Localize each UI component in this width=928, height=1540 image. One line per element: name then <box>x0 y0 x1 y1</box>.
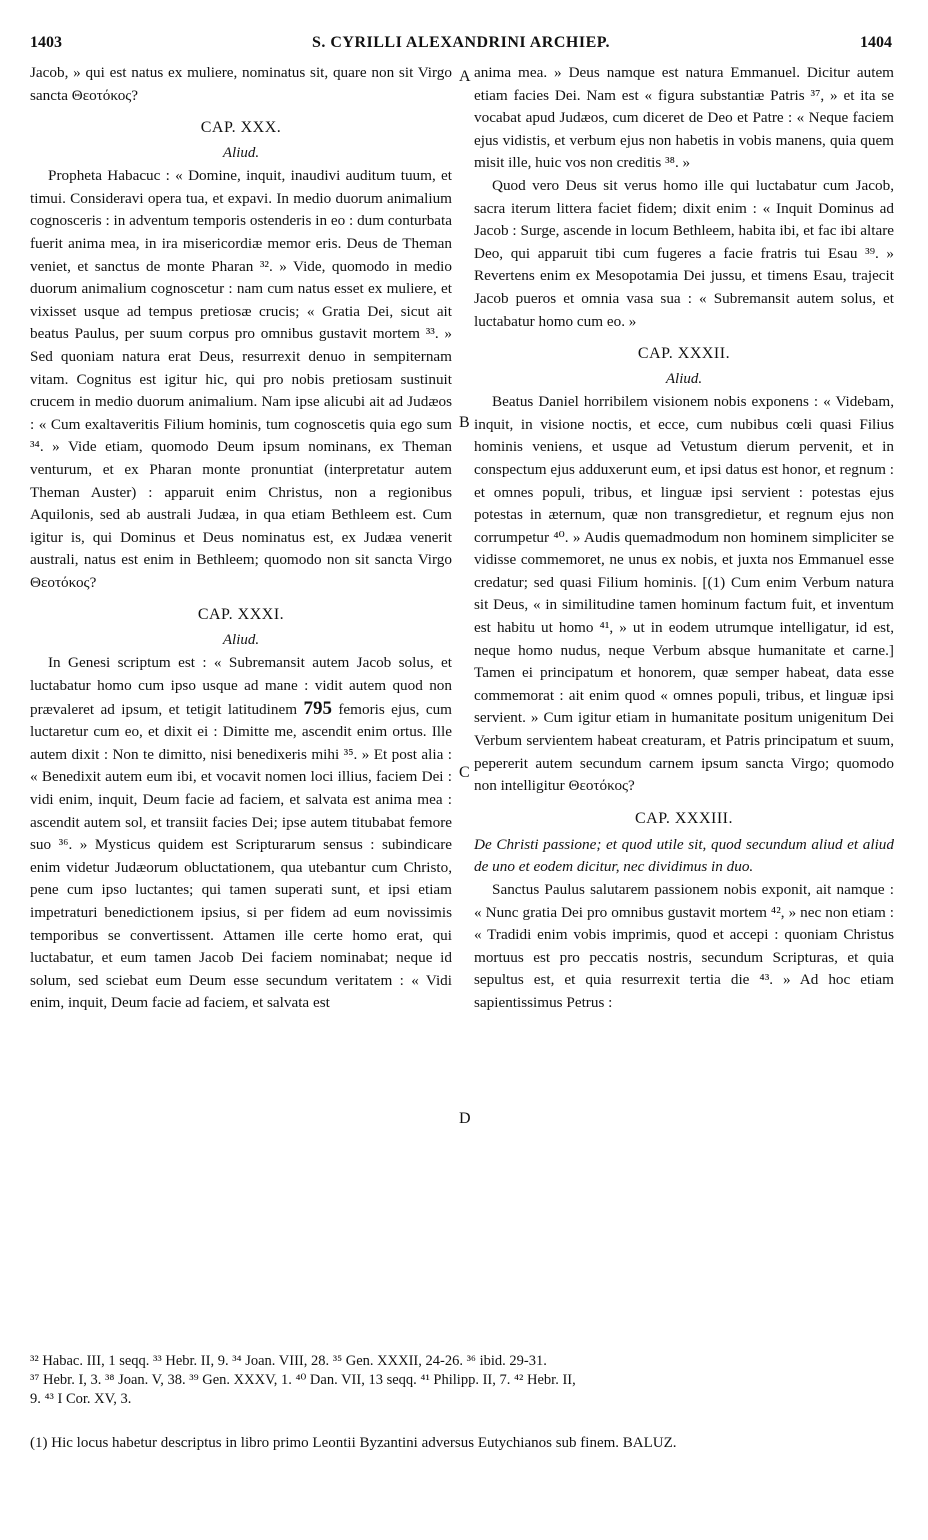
chapter-32-subtitle: Aliud. <box>665 371 703 388</box>
right-second-paragraph: Quod vero Deus sit verus homo ille qui luctabatur cum Jacob, sacra iterum littera faciet fidem; dixit enim : « Inquit Dominus ad Jacob : Surge, ascende in locum Bethleem, habita ibi, et fac ibi altare Deo, qui apparuit tibi cum fugeres a facie fratris tui Esau ³⁹. » Revertens enim ex Mesopotamia Dei jussu, et timens Esau, trajecit Jacob pueros et omnia vasa sua : « Subremansit autem solus, et luctabatur homo cum eo. » <box>474 176 894 330</box>
page-number-left: 1403 <box>30 34 62 51</box>
column-number-795: 795 <box>303 697 332 719</box>
chapter-31-text-b: femoris ejus, cum luctaretur cum eo, et dixit ei : Dimitte me, ascendit enim ortus. Ille autem dixit : Non te dimitto, nisi benedixeris mihi ³⁵. » Et post alia : « Benedixit autem eum ibi, et vocavit nomen loci illius, faciem Dei : vidi enim, inquit, Deum facie ad faciem, et salvata est anima mea : ascendit autem sol, et transiit facies Dei; ipse autem titubabat femore suo ³⁶. » Mysticus quidem est Scripturarum sensus : subindicare enim videtur Judæorum obluctationem, qua utebantur cum Christo, pene cum ipso luctantes; qui tamen superati sunt, et ipsi etiam impetraturi benedictionem ipsius, si per fidem ad eum novissimis temporibus se convertissent. Attamen ille certe homo erat, qui luctabatur, et eum tamen Jacob Dei faciem nominabat; neque id solum, sed sciebat eum Deum esse secundum veritatem : « Vidi enim, inquit, Deum facie ad faciem, et salvata est <box>30 700 452 1012</box>
chapter-33-text: Sanctus Paulus salutarem passionem nobis exponit, ait namque : « Nunc gratia Dei pro omnibus gustavit mortem ⁴², » nec non etiam : « Tradidi enim vobis imprimis, quod et accepi : quoniam Christus mortuus est pro peccatis nostris, secundum Scripturas, et quia sepultus est, et quia resurrexit tertia die ⁴³. » Ad hoc etiam sapientissimus Petrus : <box>474 881 894 1011</box>
footnote-line-2: ³⁷ Hebr. I, 3. ³⁸ Joan. V, 38. ³⁹ Gen. XXXV, 1. ⁴⁰ Dan. VII, 13 seqq. ⁴¹ Philipp. II, 7. ⁴² Hebr. II, <box>30 1372 576 1388</box>
running-header <box>30 34 892 56</box>
footnote-line-3: 9. ⁴³ I Cor. XV, 3. <box>30 1391 132 1407</box>
chapter-30-subtitle: Aliud. <box>222 145 260 162</box>
margin-letter-b: B <box>459 414 470 431</box>
editor-note: (1) Hic locus habetur descriptus in libro primo Leontii Byzantini adversus Eutychianos sub finem. BALUZ. <box>30 1435 677 1451</box>
right-intro-paragraph: anima mea. » Deus namque est natura Emmanuel. Dicitur autem etiam facies Dei. Nam est « figura substantiæ Patris ³⁷, » et ita se vocabat apud Judæos, cum diceret de Deo et Patre : « Neque faciem ejus vidistis, et verbum ejus non habetis in vobis manens, quia quem misit ille, huic vos non creditis ³⁸. » <box>474 64 894 172</box>
chapter-30-heading: CAP. XXX. <box>200 119 282 137</box>
left-column <box>30 62 452 1015</box>
margin-letter-d: D <box>459 1110 471 1127</box>
footnote-line-1: ³² Habac. III, 1 seqq. ³³ Hebr. II, 9. ³⁴ Joan. VIII, 28. ³⁵ Gen. XXXII, 24-26. ³⁶ ibid. 29-31. <box>30 1353 547 1369</box>
right-column <box>474 62 894 1015</box>
page-number-right: 1404 <box>860 34 892 51</box>
chapter-30-text: Propheta Habacuc : « Domine, inquit, inaudivi auditum tuum, et timui. Consideravi opera tua, et expavi. In medio duorum animalium cognosceris : in adventum temporis ostenderis in eo : dum conturbata fuerit anima mea, in ira misericordiæ memor eris. Deus de Theman veniet, et sanctus de monte Pharan ³². » Vide, quomodo in medio duorum animalium cognoscetur : nam cum natus esset ex muliere, et vixisset usque ad tempus pretiosæ crucis; « Gratia Dei, sicut ait beatus Paulus, per suum corpus pro omnibus gustavit mortem ³³. » Sed quoniam natura erat Deus, resurrexit denuo in sempiternam vitam. Cognitus est igitur hic, qui pro nobis pretiosam sustinuit crucem in medio duorum animalium. Nam ipse alicubi ait ad Judæos : « Cum exaltaveritis Filium hominis, tum cognoscetis quia ego sum ³⁴. » Vide etiam, quomodo Deum ipsum nominans, ex Theman venturum, et ex Pharan monte pronuntiat (interpretatur autem Theman Auster) : apparuit enim Christus, non a regionibus Aquilonis, sed ab australi Judæa, in qua etiam Bethleem est. Cum igitur is, qui Dominus et Deus nominatus est, ex Judæa venerit australi, natus est enim in Bethleem; quomodo non sit sancta Virgo Θεοτόκος? <box>30 167 452 591</box>
chapter-32-heading: CAP. XXXII. <box>637 345 731 363</box>
chapter-33-description: De Christi passione; et quod utile sit, quod secundum aliud et aliud de uno et eodem dicitur, nec dividimus in duo. <box>474 835 894 876</box>
margin-letter-c: C <box>459 764 470 781</box>
margin-letter-a: A <box>459 68 471 85</box>
left-intro-paragraph: Jacob, » qui est natus ex muliere, nominatus sit, quare non sit Virgo sancta Θεοτόκος? <box>30 64 452 104</box>
chapter-31-text <box>30 652 452 1015</box>
chapter-31-subtitle: Aliud. <box>222 632 260 649</box>
running-title: S. CYRILLI ALEXANDRINI ARCHIEP. <box>311 34 611 51</box>
chapter-31-heading: CAP. XXXI. <box>197 606 285 624</box>
chapter-32-text: Beatus Daniel horribilem visionem nobis exponens : « Videbam, inquit, in visione noctis, et ecce, cum nubibus cœli quasi Filius hominis veniens, et usque ad Vetustum dierum pervenit, et in conspectum ejus adduxerunt eum, et ipsi datus est honor, et regnum : et omnes populi, tribus, et linguæ ipsi servient : potestas ejus potestas in æternum, quæ non transgredietur, et regnum ejus non corrumpetur ⁴⁰. » Audis quemadmodum non hominem simpliciter se vidisse commemoret, ne unus ex nobis, et juxta nos Emmanuel esse credatur; sed quasi Filium hominis. [(1) Cum enim Verbum natura sit Deus, « in similitudine tamen hominum factum fuit, et inventum est habitu ut homo ⁴¹, » ut in eodem utrumque intelligatur, id est, neque homo nudus, neque Verbum absque humanitate et carne.] Tamen ei principatum et honorem, quæ semper habeat, data esse commemorat : ait enim quod « omnes populi, tribus, et linguæ ipsi servient. » Cum igitur etiam in humanitate positum unigenitum Dei Verbum servientem habeat creaturam, et Patris principatum et suum, pepererit autem secundum carnem ipsum sancta Virgo; quomodo non intelligitur Θεοτόκος? <box>474 393 894 795</box>
footnotes <box>30 1352 896 1409</box>
chapter-31-text-a: In Genesi scriptum est : « Subremansit autem Jacob solus, et luctabatur homo cum ipso usque ad mane : vidit autem quod non prævaleret ad ipsum, et tetigit latitudinem <box>30 654 452 718</box>
chapter-33-heading: CAP. XXXIII. <box>635 809 733 827</box>
